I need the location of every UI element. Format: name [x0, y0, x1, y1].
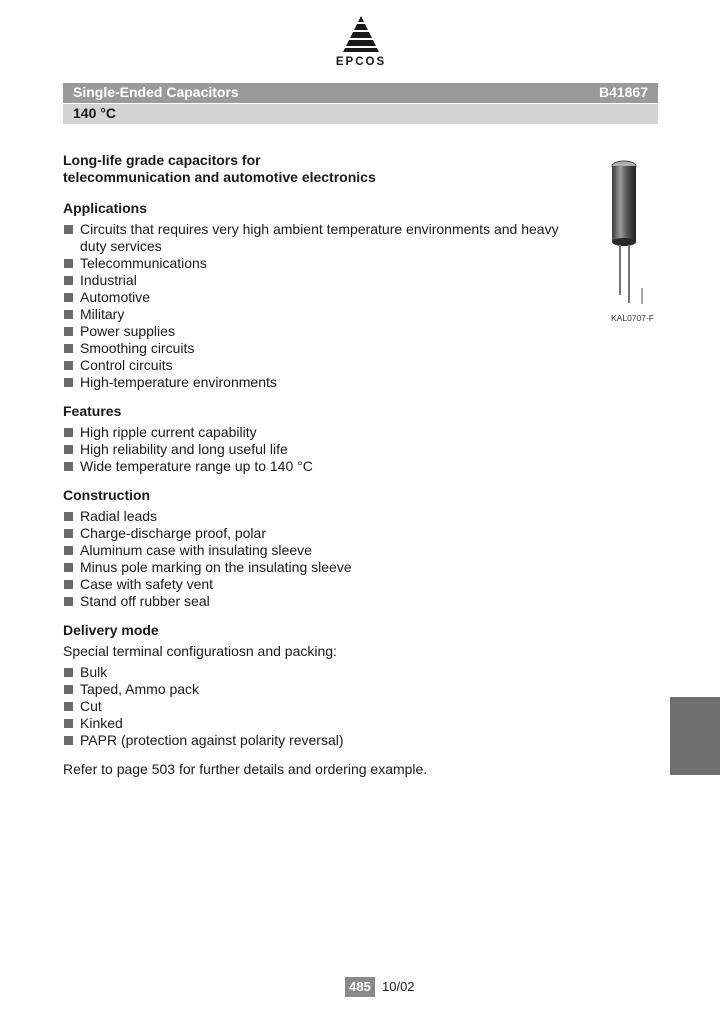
list-item: High reliability and long useful life [63, 441, 583, 458]
bullet-icon [64, 597, 73, 606]
features-list [63, 424, 583, 475]
list-item: Charge-discharge proof, polar [63, 525, 583, 542]
bullet-icon [64, 529, 73, 538]
headline-line-2: telecommunication and automotive electronics [63, 169, 376, 185]
section-tab [670, 697, 720, 775]
bullet-icon [64, 428, 73, 437]
list-item: Kinked [63, 715, 583, 732]
bullet-icon [64, 685, 73, 694]
bullet-icon [64, 361, 73, 370]
applications-title: Applications [63, 200, 148, 216]
list-item: Cut [63, 698, 583, 715]
list-item: Automotive [63, 289, 583, 306]
list-item: Control circuits [63, 357, 583, 374]
list-item: High-temperature environments [63, 374, 583, 391]
bullet-icon [64, 327, 73, 336]
list-item: High ripple current capability [63, 424, 583, 441]
list-item: Telecommunications [63, 255, 583, 272]
bullet-icon [64, 344, 73, 353]
bullet-icon [64, 225, 73, 234]
construction-list [63, 508, 583, 610]
brand-name: EPCOS [335, 56, 387, 68]
list-item: Taped, Ammo pack [63, 681, 583, 698]
part-number: B41867 [598, 84, 648, 100]
capacitor-illustration [604, 158, 664, 328]
bullet-icon [64, 310, 73, 319]
bullet-icon [64, 736, 73, 745]
bullet-icon [64, 702, 73, 711]
list-item: Case with safety vent [63, 576, 583, 593]
product-headline [63, 152, 583, 186]
bullet-icon [64, 378, 73, 387]
bullet-icon [64, 719, 73, 728]
list-item: Circuits that requires very high ambient temperature environments and heavy duty services [63, 221, 583, 255]
list-item: Bulk [63, 664, 583, 681]
figure-label: KAL0707-F [611, 313, 654, 323]
applications-list [63, 221, 583, 391]
page-number: 485 [345, 977, 375, 997]
bullet-icon [64, 293, 73, 302]
main-content [63, 152, 583, 782]
list-item: Military [63, 306, 583, 323]
construction-title: Construction [63, 487, 151, 503]
list-item: Power supplies [63, 323, 583, 340]
bullet-icon [64, 445, 73, 454]
bullet-icon [64, 512, 73, 521]
delivery-list [63, 664, 583, 749]
list-item: Aluminum case with insulating sleeve [63, 542, 583, 559]
list-item: Wide temperature range up to 140 °C [63, 458, 583, 475]
epcos-logo [326, 14, 396, 74]
features-title: Features [63, 403, 122, 419]
temperature-bar [63, 104, 658, 124]
bullet-icon [64, 546, 73, 555]
list-item: Industrial [63, 272, 583, 289]
list-item: PAPR (protection against polarity reversal) [63, 732, 583, 749]
bullet-icon [64, 668, 73, 677]
delivery-title: Delivery mode [63, 622, 159, 638]
list-item: Smoothing circuits [63, 340, 583, 357]
headline-line-1: Long-life grade capacitors for [63, 152, 261, 168]
delivery-intro: Special terminal configuratiosn and packing: [63, 643, 337, 659]
list-item: Stand off rubber seal [63, 593, 583, 610]
bullet-icon [64, 563, 73, 572]
list-item: Radial leads [63, 508, 583, 525]
title-bar [63, 83, 658, 103]
bullet-icon [64, 259, 73, 268]
edition-date: 10/02 [382, 979, 415, 994]
page-title: Single-Ended Capacitors [73, 84, 239, 100]
bullet-icon [64, 276, 73, 285]
epcos-triangle-icon [336, 14, 386, 56]
bullet-icon [64, 580, 73, 589]
bullet-icon [64, 462, 73, 471]
ordering-note: Refer to page 503 for further details and ordering example. [63, 761, 428, 777]
temperature-rating: 140 °C [73, 105, 116, 121]
list-item: Minus pole marking on the insulating sleeve [63, 559, 583, 576]
